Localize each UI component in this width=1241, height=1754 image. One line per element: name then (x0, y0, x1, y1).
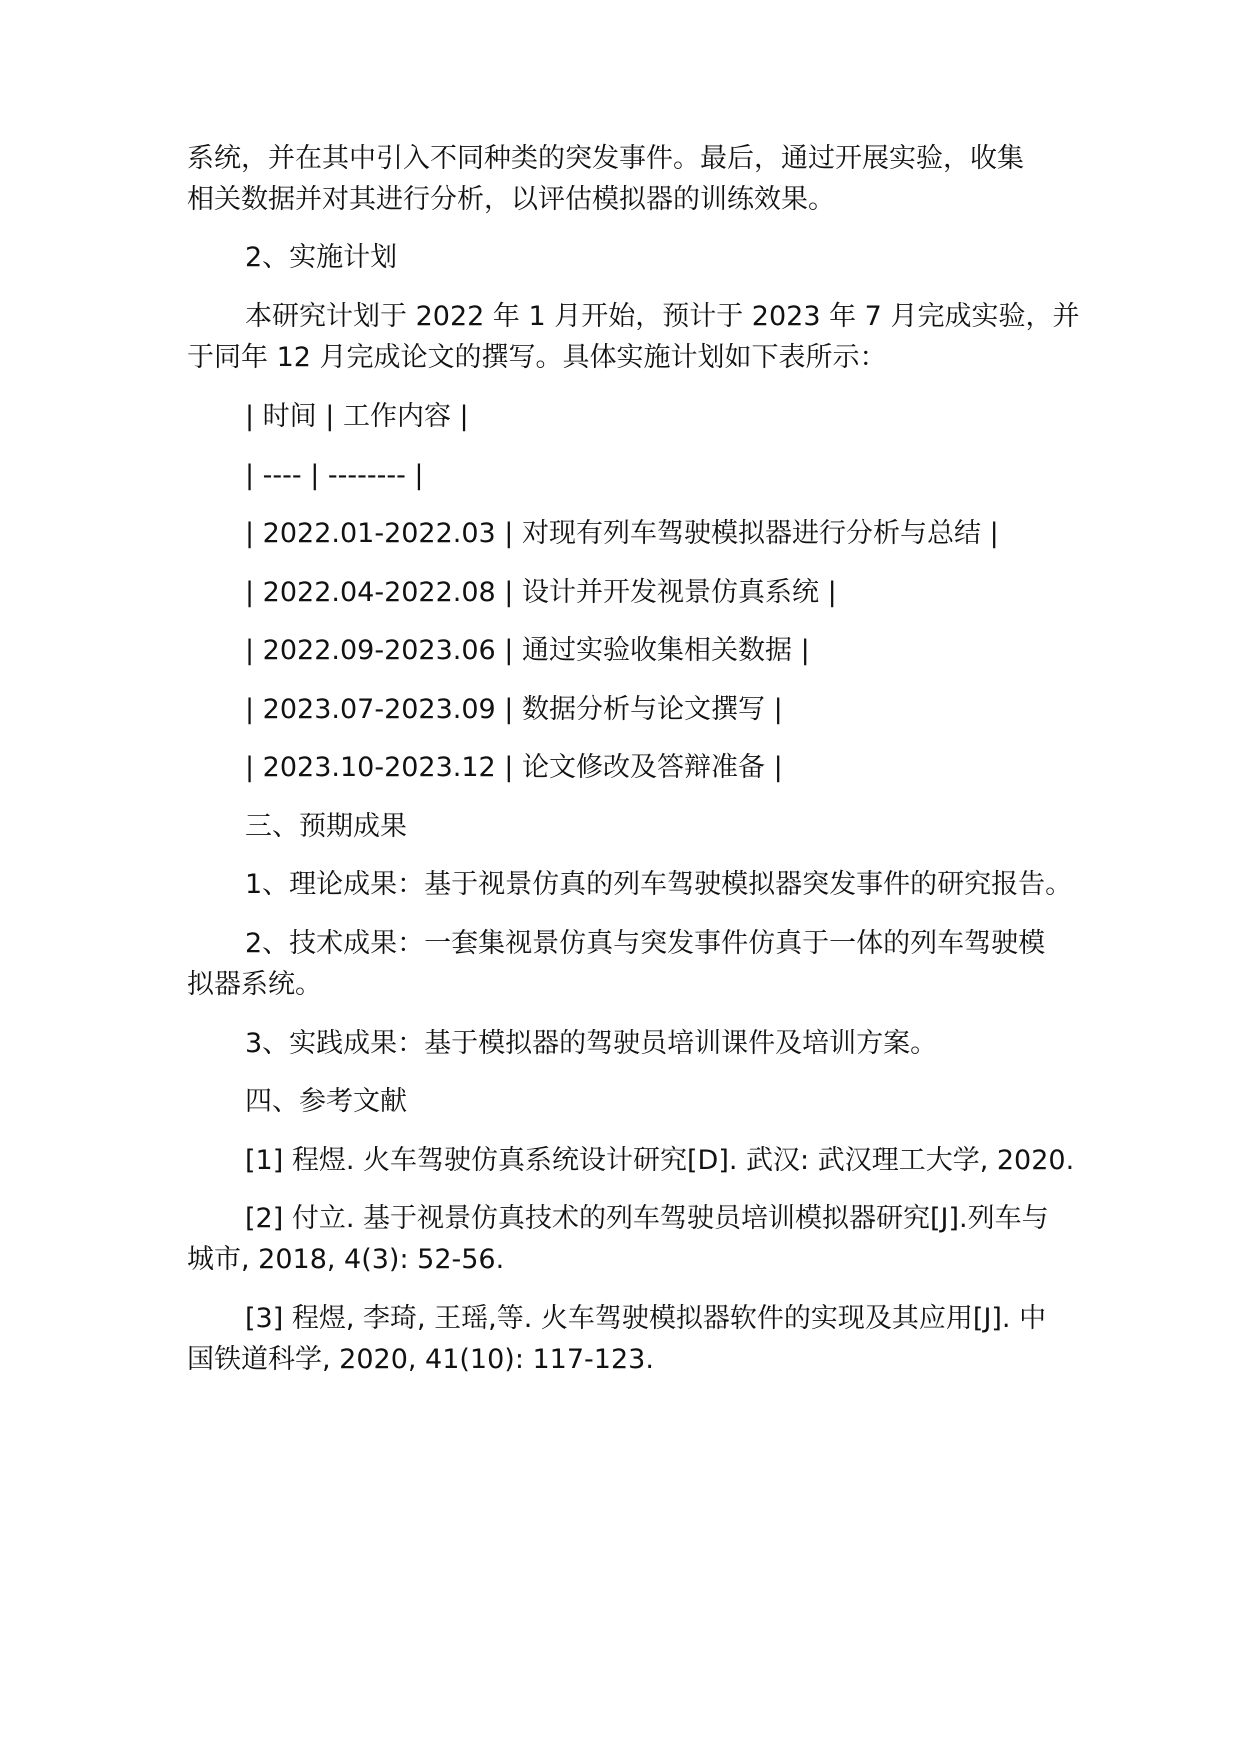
plan-paragraph-line-1: 本研究计划于 2022 年 1 月开始，预计于 2023 年 7 月完成实验，并 (245, 301, 1080, 332)
results-heading: 三、预期成果 (245, 811, 407, 842)
reference-2-line-1: [2] 付立. 基于视景仿真技术的列车驾驶员培训模拟器研究[J].列车与 (245, 1203, 1049, 1234)
reference-1: [1] 程煜. 火车驾驶仿真系统设计研究[D]. 武汉: 武汉理工大学, 2020. (245, 1145, 1075, 1176)
reference-3-line-2: 国铁道科学, 2020, 41(10): 117-123. (187, 1344, 654, 1375)
results-item-3: 3、实践成果：基于模拟器的驾驶员培训课件及培训方案。 (245, 1028, 938, 1059)
plan-table-row-header: | 时间 | 工作内容 | (245, 401, 469, 432)
plan-heading: 2、实施计划 (245, 242, 398, 273)
intro-line-2: 相关数据并对其进行分析，以评估模拟器的训练效果。 (187, 184, 835, 215)
plan-table-row: | 2022.09-2023.06 | 通过实验收集相关数据 | (245, 635, 810, 666)
reference-2-line-2: 城市, 2018, 4(3): 52-56. (187, 1244, 505, 1275)
plan-table-row: | 2023.07-2023.09 | 数据分析与论文撰写 | (245, 694, 783, 725)
plan-table-row-separator: | ---- | -------- | (245, 460, 424, 491)
references-heading: 四、参考文献 (245, 1086, 407, 1117)
plan-table-row: | 2023.10-2023.12 | 论文修改及答辩准备 | (245, 752, 783, 783)
plan-table-row: | 2022.01-2022.03 | 对现有列车驾驶模拟器进行分析与总结 | (245, 518, 999, 549)
intro-line-1: 系统，并在其中引入不同种类的突发事件。最后，通过开展实验，收集 (187, 143, 1024, 174)
reference-3-line-1: [3] 程煜, 李琦, 王瑶,等. 火车驾驶模拟器软件的实现及其应用[J]. 中 (245, 1303, 1047, 1334)
results-item-2-line-1: 2、技术成果：一套集视景仿真与突发事件仿真于一体的列车驾驶模 (245, 928, 1046, 959)
plan-paragraph-line-2: 于同年 12 月完成论文的撰写。具体实施计划如下表所示： (187, 342, 887, 373)
plan-table-row: | 2022.04-2022.08 | 设计并开发视景仿真系统 | (245, 577, 837, 608)
results-item-2-line-2: 拟器系统。 (187, 969, 322, 1000)
results-item-1: 1、理论成果：基于视景仿真的列车驾驶模拟器突发事件的研究报告。 (245, 869, 1073, 900)
